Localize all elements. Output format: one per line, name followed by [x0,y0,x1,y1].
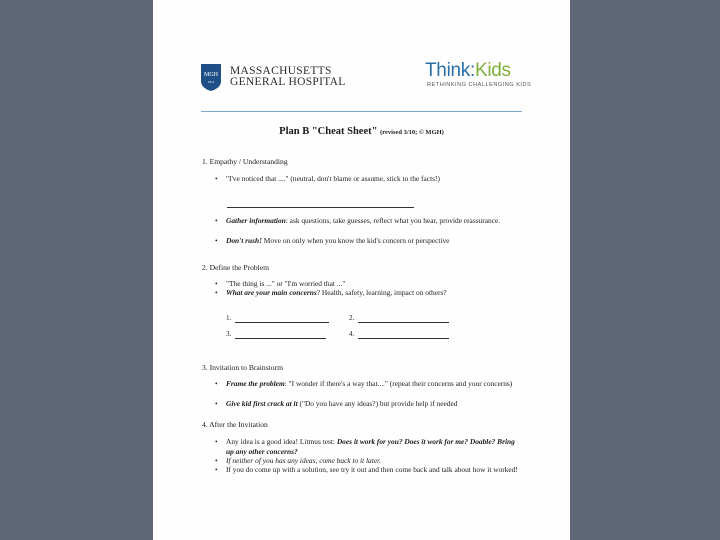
kids-word: Kids [474,60,511,81]
section-heading: 4. After the Invitation [202,420,268,429]
document-title [153,126,570,137]
bullet-text: "The thing is ..." or "I'm worried that ..." [226,279,346,288]
list-item: • If you do come up with a solution, see try it out and then come back and talk about how it worked! [215,465,520,475]
bullet-text: : "I wonder if there's a way that...." (repeat their concerns and your concerns) [284,379,513,388]
fill-in-blank[interactable] [358,338,449,339]
bullet-bold: Gather information [226,216,286,225]
bullet-bold: What are your main concerns [226,288,317,297]
document-page [153,0,570,540]
list-item: • Give kid first crack at it ("Do you have any ideas?) but provide help if needed [215,399,458,408]
think-word: Think [425,60,470,81]
list-item: • Any idea is a good idea! Litmus test: Does it work for you? Does it work for me? Doable? Bring up any other concerns? [215,437,515,456]
header-divider [201,111,522,112]
list-item: • Gather information: ask questions, take guesses, reflect what you hear, provide reassurance. [215,216,501,225]
fill-in-blank[interactable] [227,207,414,208]
fill-in-blank[interactable] [235,322,329,323]
bullet-text: Any idea is a good idea! Litmus test: [226,437,337,446]
bullet-text: : ask questions, take guesses, reflect what you hear, provide reassurance. [285,216,501,225]
thinkkids-tagline: RETHINKING CHALLENGING KIDS [427,82,532,88]
list-item: • What are your main concerns? Health, safety, learning, impact on others? [215,288,447,297]
title-text: Plan B "Cheat Sheet" [279,126,378,137]
bullet-bold: Frame the problem [226,379,285,388]
logo-colon: : [469,60,475,81]
list-item: • "The thing is ..." or "I'm worried that ..." [215,279,520,289]
mgh-shield-icon [201,64,221,91]
bullet-bold: Does it work for you? Does it work for me? Doable? Bring up any other concerns? [226,437,515,456]
thinkkids-logo [425,60,511,82]
bullet-text: If you do come up with a solution, see try it out and then come back and talk about how it worked! [226,465,518,474]
revision-note: (revised 3/10; © MGH) [380,129,444,136]
mgh-emblem-text: MGH [203,72,219,78]
mgh-name-line2: GENERAL HOSPITAL [230,76,346,88]
blank-number: 4. [349,330,355,338]
fill-in-blank[interactable] [358,322,449,323]
bullet-text: Move on only when you know the kid's concern or perspective [261,236,450,245]
blank-number: 2. [349,314,355,322]
section-heading: 2. Define the Problem [202,263,270,272]
bullet-italic: If neither of you has any ideas, come back to it later. [226,456,381,465]
section-heading: 1. Empathy / Understanding [202,157,288,166]
fill-in-blank[interactable] [235,338,326,339]
blank-number: 3. [226,330,232,338]
list-item: • Don't rush! Move on only when you know the kid's concern or perspective [215,236,450,245]
list-item: • "I've noticed that ...." (neutral, don't blame or assume, stick to the facts!) [215,174,520,184]
list-item: • Frame the problem: "I wonder if there's a way that...." (repeat their concerns and your concerns) [215,379,513,388]
bullet-bold: Give kid first crack at it [226,399,298,408]
mgh-name-line1: MASSACHUSETTS [230,65,332,77]
blank-number: 1. [226,314,232,322]
bullet-text: ? Health, safety, learning, impact on others? [316,288,447,297]
mgh-emblem-year: 1811 [207,80,215,84]
bullet-bold: Don't rush! [226,236,262,245]
section-heading: 3. Invitation to Brainstorm [202,363,283,372]
bullet-text: ("Do you have any ideas?) but provide help if needed [297,399,458,408]
bullet-text: "I've noticed that ...." (neutral, don't blame or assume, stick to the facts!) [226,174,440,183]
list-item: • If neither of you has any ideas, come back to it later. [215,456,381,465]
